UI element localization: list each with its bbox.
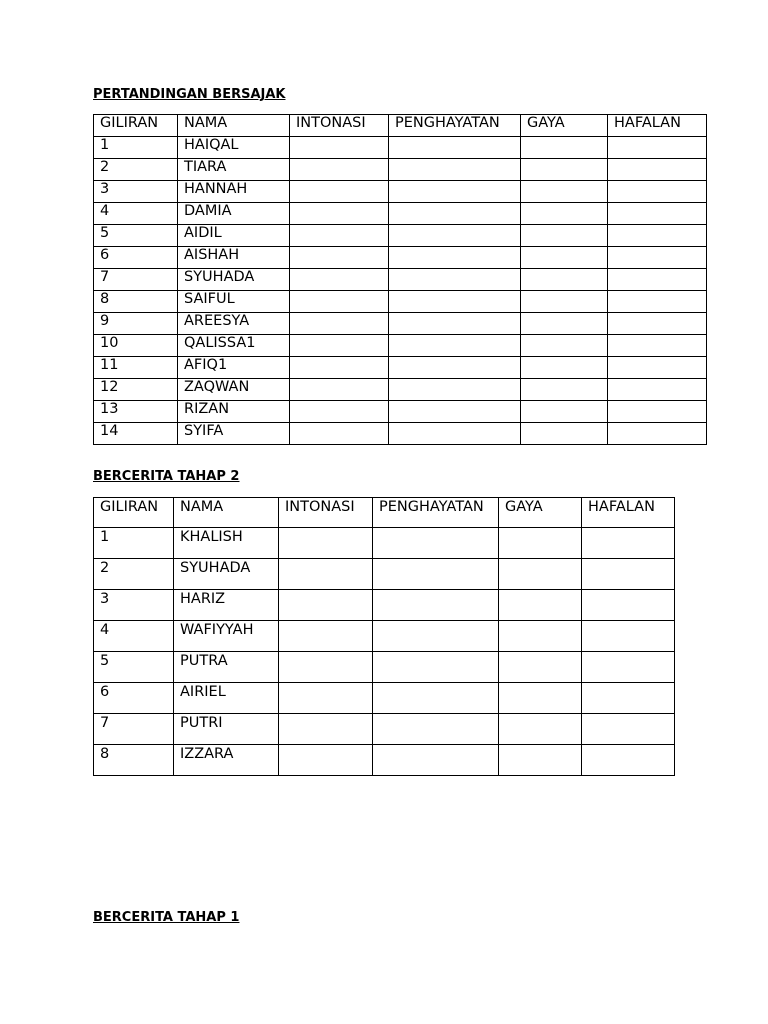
penghayatan-score-cell[interactable] (389, 269, 521, 291)
nama-cell: KHALISH (174, 528, 279, 559)
column-header: NAMA (178, 115, 290, 137)
table-row (94, 621, 675, 652)
intonasi-score-cell[interactable] (290, 313, 389, 335)
section-title-bercerita-tahap-2: BERCERITA TAHAP 2 (93, 469, 240, 484)
gaya-score-cell[interactable] (499, 590, 582, 621)
hafalan-score-cell[interactable] (608, 137, 707, 159)
hafalan-score-cell[interactable] (608, 313, 707, 335)
hafalan-score-cell[interactable] (582, 745, 675, 776)
gaya-score-cell[interactable] (521, 225, 608, 247)
giliran-cell: 2 (94, 559, 174, 590)
intonasi-score-cell[interactable] (290, 401, 389, 423)
intonasi-score-cell[interactable] (279, 745, 373, 776)
nama-cell: RIZAN (178, 401, 290, 423)
gaya-score-cell[interactable] (499, 652, 582, 683)
hafalan-score-cell[interactable] (608, 401, 707, 423)
penghayatan-score-cell[interactable] (373, 683, 499, 714)
gaya-score-cell[interactable] (521, 137, 608, 159)
column-header: PENGHAYATAN (389, 115, 521, 137)
nama-cell: SAIFUL (178, 291, 290, 313)
nama-cell: SYIFA (178, 423, 290, 445)
intonasi-score-cell[interactable] (279, 652, 373, 683)
gaya-score-cell[interactable] (499, 528, 582, 559)
intonasi-score-cell[interactable] (279, 621, 373, 652)
gaya-score-cell[interactable] (521, 335, 608, 357)
penghayatan-score-cell[interactable] (389, 159, 521, 181)
table-row (94, 203, 707, 225)
table-row (94, 590, 675, 621)
gaya-score-cell[interactable] (521, 247, 608, 269)
column-header: GILIRAN (94, 498, 174, 528)
nama-cell: SYUHADA (174, 559, 279, 590)
giliran-cell: 7 (94, 269, 178, 291)
gaya-score-cell[interactable] (521, 181, 608, 203)
penghayatan-score-cell[interactable] (373, 559, 499, 590)
nama-cell: AFIQ1 (178, 357, 290, 379)
hafalan-score-cell[interactable] (608, 225, 707, 247)
nama-cell: IZZARA (174, 745, 279, 776)
hafalan-score-cell[interactable] (582, 683, 675, 714)
gaya-score-cell[interactable] (499, 559, 582, 590)
giliran-cell: 13 (94, 401, 178, 423)
table-row (94, 528, 675, 559)
column-header: GAYA (521, 115, 608, 137)
nama-cell: ZAQWAN (178, 379, 290, 401)
penghayatan-score-cell[interactable] (373, 621, 499, 652)
table-header-row (94, 115, 707, 137)
nama-cell: HANNAH (178, 181, 290, 203)
table-row (94, 247, 707, 269)
hafalan-score-cell[interactable] (608, 203, 707, 225)
intonasi-score-cell[interactable] (290, 269, 389, 291)
hafalan-score-cell[interactable] (582, 590, 675, 621)
table-row (94, 401, 707, 423)
gaya-score-cell[interactable] (521, 313, 608, 335)
giliran-cell: 4 (94, 203, 178, 225)
nama-cell: DAMIA (178, 203, 290, 225)
gaya-score-cell[interactable] (499, 714, 582, 745)
giliran-cell: 1 (94, 528, 174, 559)
giliran-cell: 8 (94, 745, 174, 776)
intonasi-score-cell[interactable] (290, 225, 389, 247)
column-header: GILIRAN (94, 115, 178, 137)
giliran-cell: 4 (94, 621, 174, 652)
giliran-cell: 8 (94, 291, 178, 313)
hafalan-score-cell[interactable] (582, 528, 675, 559)
intonasi-score-cell[interactable] (290, 137, 389, 159)
penghayatan-score-cell[interactable] (373, 590, 499, 621)
table-row (94, 652, 675, 683)
section-title-bercerita-tahap-1: BERCERITA TAHAP 1 (93, 910, 240, 925)
giliran-cell: 5 (94, 225, 178, 247)
penghayatan-score-cell[interactable] (373, 528, 499, 559)
giliran-cell: 10 (94, 335, 178, 357)
gaya-score-cell[interactable] (521, 159, 608, 181)
penghayatan-score-cell[interactable] (389, 291, 521, 313)
penghayatan-score-cell[interactable] (389, 247, 521, 269)
giliran-cell: 3 (94, 590, 174, 621)
hafalan-score-cell[interactable] (608, 159, 707, 181)
nama-cell: PUTRI (174, 714, 279, 745)
intonasi-score-cell[interactable] (290, 291, 389, 313)
gaya-score-cell[interactable] (499, 621, 582, 652)
nama-cell: AISHAH (178, 247, 290, 269)
hafalan-score-cell[interactable] (608, 423, 707, 445)
table-row (94, 683, 675, 714)
intonasi-score-cell[interactable] (279, 590, 373, 621)
gaya-score-cell[interactable] (499, 683, 582, 714)
giliran-cell: 1 (94, 137, 178, 159)
penghayatan-score-cell[interactable] (389, 181, 521, 203)
penghayatan-score-cell[interactable] (389, 401, 521, 423)
hafalan-score-cell[interactable] (582, 621, 675, 652)
table-row (94, 137, 707, 159)
giliran-cell: 5 (94, 652, 174, 683)
column-header: NAMA (174, 498, 279, 528)
hafalan-score-cell[interactable] (582, 559, 675, 590)
column-header: INTONASI (279, 498, 373, 528)
table-row (94, 313, 707, 335)
score-table-bercerita-tahap-2 (93, 497, 675, 776)
intonasi-score-cell[interactable] (290, 357, 389, 379)
giliran-cell: 7 (94, 714, 174, 745)
column-header: GAYA (499, 498, 582, 528)
nama-cell: SYUHADA (178, 269, 290, 291)
giliran-cell: 12 (94, 379, 178, 401)
gaya-score-cell[interactable] (499, 745, 582, 776)
table-row (94, 379, 707, 401)
hafalan-score-cell[interactable] (608, 269, 707, 291)
hafalan-score-cell[interactable] (582, 714, 675, 745)
hafalan-score-cell[interactable] (608, 379, 707, 401)
table-row (94, 269, 707, 291)
intonasi-score-cell[interactable] (279, 714, 373, 745)
penghayatan-score-cell[interactable] (373, 652, 499, 683)
section-title-bersajak: PERTANDINGAN BERSAJAK (93, 87, 286, 102)
intonasi-score-cell[interactable] (279, 528, 373, 559)
nama-cell: TIARA (178, 159, 290, 181)
nama-cell: WAFIYYAH (174, 621, 279, 652)
table-row (94, 181, 707, 203)
column-header: HAFALAN (608, 115, 707, 137)
nama-cell: QALISSA1 (178, 335, 290, 357)
penghayatan-score-cell[interactable] (389, 137, 521, 159)
intonasi-score-cell[interactable] (290, 423, 389, 445)
penghayatan-score-cell[interactable] (373, 714, 499, 745)
gaya-score-cell[interactable] (521, 203, 608, 225)
penghayatan-score-cell[interactable] (373, 745, 499, 776)
nama-cell: HARIZ (174, 590, 279, 621)
table-row (94, 291, 707, 313)
penghayatan-score-cell[interactable] (389, 335, 521, 357)
nama-cell: AIDIL (178, 225, 290, 247)
giliran-cell: 6 (94, 247, 178, 269)
column-header: PENGHAYATAN (373, 498, 499, 528)
gaya-score-cell[interactable] (521, 401, 608, 423)
nama-cell: AIRIEL (174, 683, 279, 714)
intonasi-score-cell[interactable] (290, 379, 389, 401)
hafalan-score-cell[interactable] (608, 335, 707, 357)
intonasi-score-cell[interactable] (290, 335, 389, 357)
table-header-row (94, 498, 675, 528)
intonasi-score-cell[interactable] (290, 159, 389, 181)
table-row (94, 714, 675, 745)
gaya-score-cell[interactable] (521, 269, 608, 291)
gaya-score-cell[interactable] (521, 423, 608, 445)
table-row (94, 559, 675, 590)
penghayatan-score-cell[interactable] (389, 225, 521, 247)
nama-cell: HAIQAL (178, 137, 290, 159)
penghayatan-score-cell[interactable] (389, 423, 521, 445)
giliran-cell: 9 (94, 313, 178, 335)
giliran-cell: 6 (94, 683, 174, 714)
giliran-cell: 3 (94, 181, 178, 203)
penghayatan-score-cell[interactable] (389, 357, 521, 379)
giliran-cell: 11 (94, 357, 178, 379)
hafalan-score-cell[interactable] (582, 652, 675, 683)
intonasi-score-cell[interactable] (279, 559, 373, 590)
table-row (94, 159, 707, 181)
gaya-score-cell[interactable] (521, 357, 608, 379)
penghayatan-score-cell[interactable] (389, 203, 521, 225)
penghayatan-score-cell[interactable] (389, 379, 521, 401)
gaya-score-cell[interactable] (521, 379, 608, 401)
giliran-cell: 2 (94, 159, 178, 181)
intonasi-score-cell[interactable] (279, 683, 373, 714)
intonasi-score-cell[interactable] (290, 203, 389, 225)
intonasi-score-cell[interactable] (290, 181, 389, 203)
column-header: INTONASI (290, 115, 389, 137)
hafalan-score-cell[interactable] (608, 357, 707, 379)
nama-cell: PUTRA (174, 652, 279, 683)
intonasi-score-cell[interactable] (290, 247, 389, 269)
table-row (94, 357, 707, 379)
hafalan-score-cell[interactable] (608, 247, 707, 269)
hafalan-score-cell[interactable] (608, 291, 707, 313)
gaya-score-cell[interactable] (521, 291, 608, 313)
table-row (94, 423, 707, 445)
table-row (94, 745, 675, 776)
nama-cell: AREESYA (178, 313, 290, 335)
giliran-cell: 14 (94, 423, 178, 445)
column-header: HAFALAN (582, 498, 675, 528)
table-row (94, 335, 707, 357)
score-table-bersajak (93, 114, 707, 445)
table-row (94, 225, 707, 247)
hafalan-score-cell[interactable] (608, 181, 707, 203)
penghayatan-score-cell[interactable] (389, 313, 521, 335)
